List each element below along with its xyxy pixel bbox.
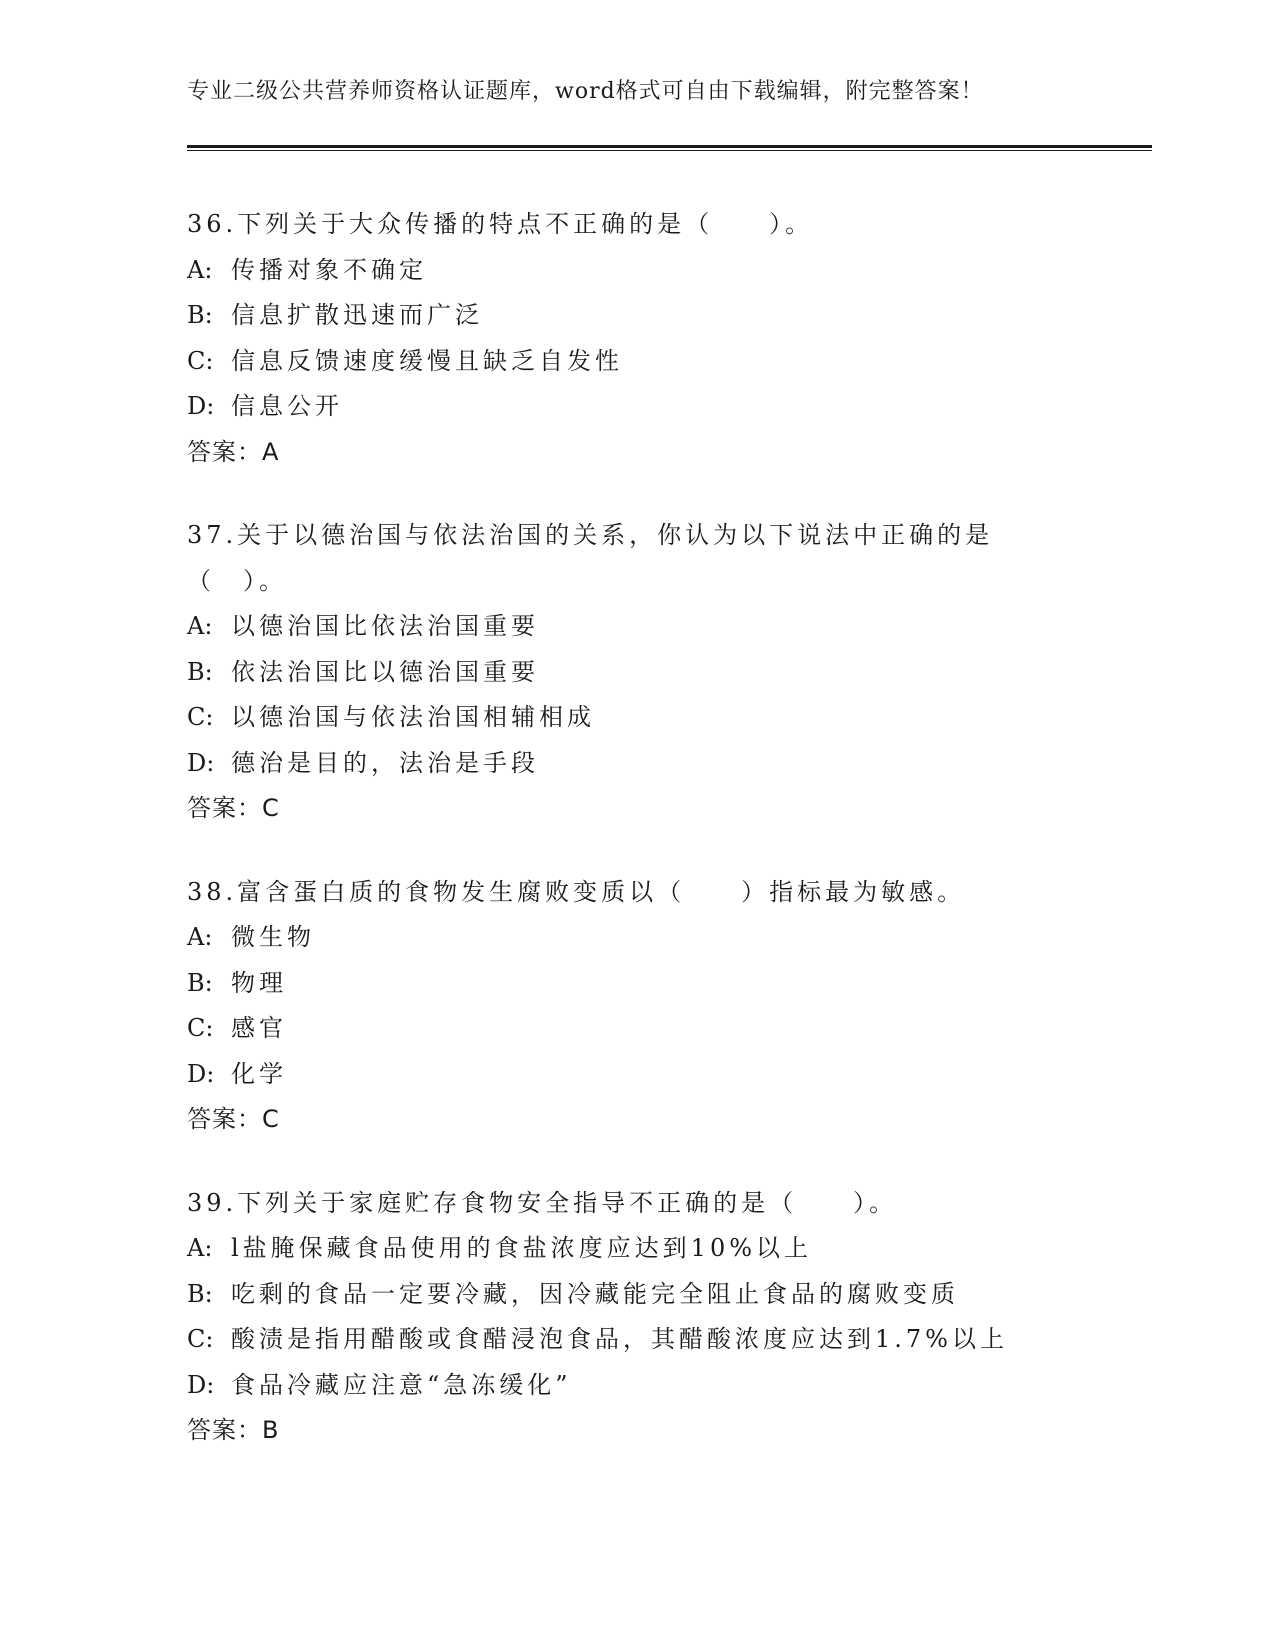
option-a — [187, 915, 1087, 961]
option-text: l盐腌保藏食品使用的食盐浓度应达到10%以上 — [231, 1234, 813, 1262]
header-divider-thick — [187, 145, 1152, 148]
option-key: D: — [187, 1370, 215, 1399]
option-d — [187, 1052, 1087, 1098]
option-d — [187, 1363, 1087, 1409]
option-key: D: — [187, 392, 215, 420]
option-b — [187, 1272, 1087, 1318]
option-text: 以德治国比依法治国重要 — [231, 612, 539, 640]
question-list — [187, 202, 1087, 1492]
option-key: C: — [187, 1325, 214, 1353]
option-text: 依法治国比以德治国重要 — [231, 657, 539, 686]
answer-line: 答案：C — [187, 1105, 280, 1133]
option-key: C: — [187, 703, 214, 731]
question-36 — [187, 202, 1087, 475]
option-d — [187, 384, 1087, 430]
option-b — [187, 293, 1087, 339]
option-key: C: — [187, 1014, 214, 1042]
question-stem: 36.下列关于大众传播的特点不正确的是（ ）。 — [187, 210, 814, 238]
option-text: 化学 — [231, 1059, 287, 1088]
option-d — [187, 741, 1087, 787]
option-c — [187, 1317, 1087, 1363]
option-text: 感官 — [231, 1014, 287, 1042]
question-37 — [187, 513, 1087, 832]
option-key: B: — [187, 301, 213, 329]
answer-line: 答案：B — [187, 1416, 280, 1444]
option-key: A: — [187, 923, 213, 951]
option-text: 酸渍是指用醋酸或食醋浸泡食品，其醋酸浓度应达到1.7%以上 — [231, 1325, 1008, 1353]
answer-line: 答案：C — [187, 794, 280, 822]
option-a — [187, 248, 1087, 294]
option-key: D: — [187, 1059, 215, 1088]
option-key: C: — [187, 346, 214, 375]
option-key: A: — [187, 612, 213, 640]
option-text: 物理 — [231, 968, 287, 997]
option-text: 信息扩散迅速而广泛 — [231, 301, 483, 329]
option-key: B: — [187, 657, 213, 686]
option-a — [187, 1226, 1087, 1272]
option-text: 以德治国与依法治国相辅相成 — [231, 703, 595, 731]
option-a — [187, 604, 1087, 650]
option-b — [187, 961, 1087, 1007]
question-stem: 37.关于以德治国与依法治国的关系，你认为以下说法中正确的是（ ）。 — [187, 521, 994, 595]
question-stem: 39.下列关于家庭贮存食物安全指导不正确的是（ ）。 — [187, 1188, 898, 1217]
option-key: B: — [187, 1279, 213, 1308]
question-stem: 38.富含蛋白质的食物发生腐败变质以（ ）指标最为敏感。 — [187, 877, 966, 906]
option-text: 信息反馈速度缓慢且缺乏自发性 — [231, 346, 623, 375]
option-text: 德治是目的，法治是手段 — [231, 748, 539, 777]
option-text: 吃剩的食品一定要冷藏，因冷藏能完全阻止食品的腐败变质 — [231, 1279, 959, 1308]
header-divider-thin — [187, 150, 1152, 151]
option-text: 传播对象不确定 — [231, 255, 427, 284]
option-key: A: — [187, 1234, 213, 1262]
answer-line: 答案：A — [187, 437, 280, 466]
option-c — [187, 1006, 1087, 1052]
option-text: 信息公开 — [231, 392, 343, 420]
option-c — [187, 339, 1087, 385]
question-38 — [187, 870, 1087, 1143]
option-key: B: — [187, 968, 213, 997]
option-text: 微生物 — [231, 923, 315, 951]
option-key: D: — [187, 748, 215, 777]
option-c — [187, 695, 1087, 741]
page-header-title: 专业二级公共营养师资格认证题库，word格式可自由下载编辑，附完整答案！ — [187, 79, 984, 104]
option-text: 食品冷藏应注意“急冻缓化” — [231, 1370, 572, 1399]
option-b — [187, 650, 1087, 696]
option-key: A: — [187, 255, 213, 284]
question-39 — [187, 1181, 1087, 1454]
